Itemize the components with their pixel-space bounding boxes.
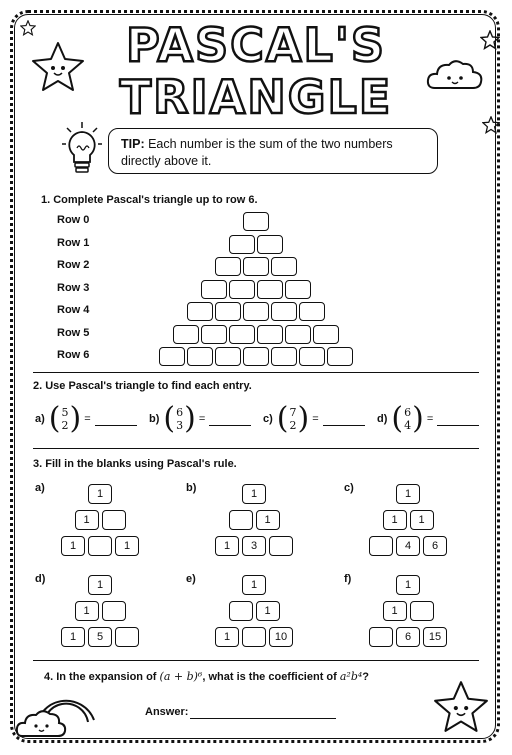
blank-box[interactable] [88, 536, 112, 556]
number-box: 1 [383, 601, 407, 621]
number-box: 1 [88, 484, 112, 504]
number-box: 1 [256, 510, 280, 530]
entry-label: d) [377, 413, 388, 425]
blank-box[interactable] [229, 510, 253, 530]
question-4-mid: , what is the coefficient of [202, 671, 340, 683]
number-box: 4 [396, 536, 420, 556]
answer-blank[interactable] [190, 718, 336, 719]
row-label: Row 3 [57, 281, 90, 294]
answer-blank[interactable] [209, 413, 251, 426]
number-box: 1 [115, 536, 139, 556]
blank-box[interactable] [369, 536, 393, 556]
rainbow-cloud-icon [16, 680, 96, 740]
question-4-suffix: ? [362, 671, 370, 683]
answer-box[interactable] [257, 235, 283, 254]
answer-box[interactable] [215, 347, 241, 366]
triangle-label: c) [344, 482, 354, 494]
answer-box[interactable] [243, 302, 269, 321]
answer-box[interactable] [257, 280, 283, 299]
row-label: Row 0 [57, 214, 90, 226]
blank-box[interactable] [369, 627, 393, 647]
answer-box[interactable] [313, 325, 339, 344]
binomial-entry [149, 401, 251, 436]
title-line-1: PASCAL'S [125, 18, 387, 72]
answer-box[interactable] [201, 325, 227, 344]
binomial-entry [377, 401, 479, 436]
lightbulb-icon [62, 120, 102, 182]
equals-sign: = [84, 413, 91, 425]
row-label: Row 2 [57, 259, 90, 271]
number-box: 1 [396, 575, 420, 595]
answer-box[interactable] [173, 325, 199, 344]
title-line-2: TRIANGLE [119, 70, 393, 124]
number-box: 15 [423, 627, 447, 647]
binomial-coefficient: ( 6 3 ) [163, 401, 196, 436]
entry-label: c) [263, 413, 273, 425]
answer-box[interactable] [187, 347, 213, 366]
number-box: 1 [88, 575, 112, 595]
question-2: 2. Use Pascal's triangle to find each entry. [33, 380, 252, 392]
answer-box[interactable] [271, 257, 297, 276]
divider [33, 448, 479, 449]
binom-n: 5 [61, 406, 69, 419]
triangle-label: d) [35, 573, 46, 585]
equals-sign: = [198, 413, 206, 425]
blank-box[interactable] [242, 627, 266, 647]
question-4 [44, 670, 369, 683]
number-box: 6 [423, 536, 447, 556]
answer-box[interactable] [299, 347, 325, 366]
blank-box[interactable] [115, 627, 139, 647]
answer-box[interactable] [187, 302, 213, 321]
star-icon [432, 678, 490, 734]
equals-sign: = [426, 413, 434, 425]
number-box: 6 [396, 627, 420, 647]
number-box: 1 [242, 575, 266, 595]
binomial-entry [35, 401, 137, 436]
binomial-coefficient: ( 6 4 ) [391, 401, 424, 436]
answer-box[interactable] [243, 212, 269, 231]
answer-box[interactable] [229, 325, 255, 344]
answer-blank[interactable] [95, 413, 137, 426]
answer-box[interactable] [215, 257, 241, 276]
answer-blank[interactable] [323, 413, 365, 426]
answer-box[interactable] [285, 280, 311, 299]
answer-box[interactable] [271, 347, 297, 366]
entry-label: a) [35, 413, 45, 425]
triangle-label: a) [35, 482, 45, 494]
blank-box[interactable] [269, 536, 293, 556]
answer-box[interactable] [243, 347, 269, 366]
binom-n: 7 [289, 406, 297, 419]
divider [33, 660, 479, 661]
entry-label: b) [149, 413, 160, 425]
question-3: 3. Fill in the blanks using Pascal's rule. [33, 458, 237, 470]
blank-box[interactable] [102, 510, 126, 530]
tip-box [108, 128, 438, 174]
number-box: 1 [61, 627, 85, 647]
tip-label: TIP: [121, 137, 145, 151]
answer-box[interactable] [229, 280, 255, 299]
row-label: Row 4 [57, 304, 90, 316]
answer-box[interactable] [159, 347, 185, 366]
binom-k: 2 [289, 419, 297, 432]
row-label: Row 6 [57, 349, 90, 361]
number-box: 3 [242, 536, 266, 556]
number-box: 1 [396, 484, 420, 504]
number-box: 1 [75, 601, 99, 621]
triangle-label: e) [186, 573, 196, 585]
number-box: 5 [88, 627, 112, 647]
question-1: 1. Complete Pascal's triangle up to row 6. [41, 194, 258, 206]
binom-n: 6 [404, 406, 412, 419]
binomial-coefficient: ( 7 2 ) [276, 401, 310, 436]
answer-box[interactable] [215, 302, 241, 321]
answer-box[interactable] [285, 325, 311, 344]
answer-box[interactable] [257, 325, 283, 344]
number-box: 1 [410, 510, 434, 530]
equals-sign: = [312, 413, 319, 425]
binom-k: 2 [61, 419, 69, 432]
blank-box[interactable] [410, 601, 434, 621]
binomial-coefficient: ( 5 2 ) [48, 401, 82, 436]
binom-k: 3 [176, 419, 184, 432]
triangle-label: f) [344, 573, 352, 585]
answer-box[interactable] [229, 235, 255, 254]
answer-box[interactable] [201, 280, 227, 299]
question-4-expression: (a + b)⁶ [159, 670, 203, 683]
answer-label: Answer: [145, 706, 189, 718]
answer-box[interactable] [299, 302, 325, 321]
answer-box[interactable] [271, 302, 297, 321]
blank-box[interactable] [229, 601, 253, 621]
number-box: 10 [269, 627, 293, 647]
answer-box[interactable] [243, 257, 269, 276]
divider [33, 372, 479, 373]
binomial-entry [263, 401, 365, 436]
number-box: 1 [242, 484, 266, 504]
binom-k: 4 [404, 419, 412, 432]
row-label: Row 1 [57, 236, 90, 249]
number-box: 1 [256, 601, 280, 621]
question-4-prefix: 4. In the expansion of [44, 671, 160, 683]
binom-n: 6 [176, 406, 184, 419]
number-box: 1 [75, 510, 99, 530]
answer-blank[interactable] [437, 413, 479, 426]
blank-box[interactable] [102, 601, 126, 621]
number-box: 1 [215, 536, 239, 556]
question-4-term: a²b⁴ [339, 670, 363, 683]
number-box: 1 [61, 536, 85, 556]
number-box: 1 [383, 510, 407, 530]
answer-box[interactable] [327, 347, 353, 366]
tip-text: Each number is the sum of the two numbers directly above it. [121, 137, 393, 168]
triangle-label: b) [186, 482, 197, 494]
row-label: Row 5 [57, 326, 90, 339]
number-box: 1 [215, 627, 239, 647]
